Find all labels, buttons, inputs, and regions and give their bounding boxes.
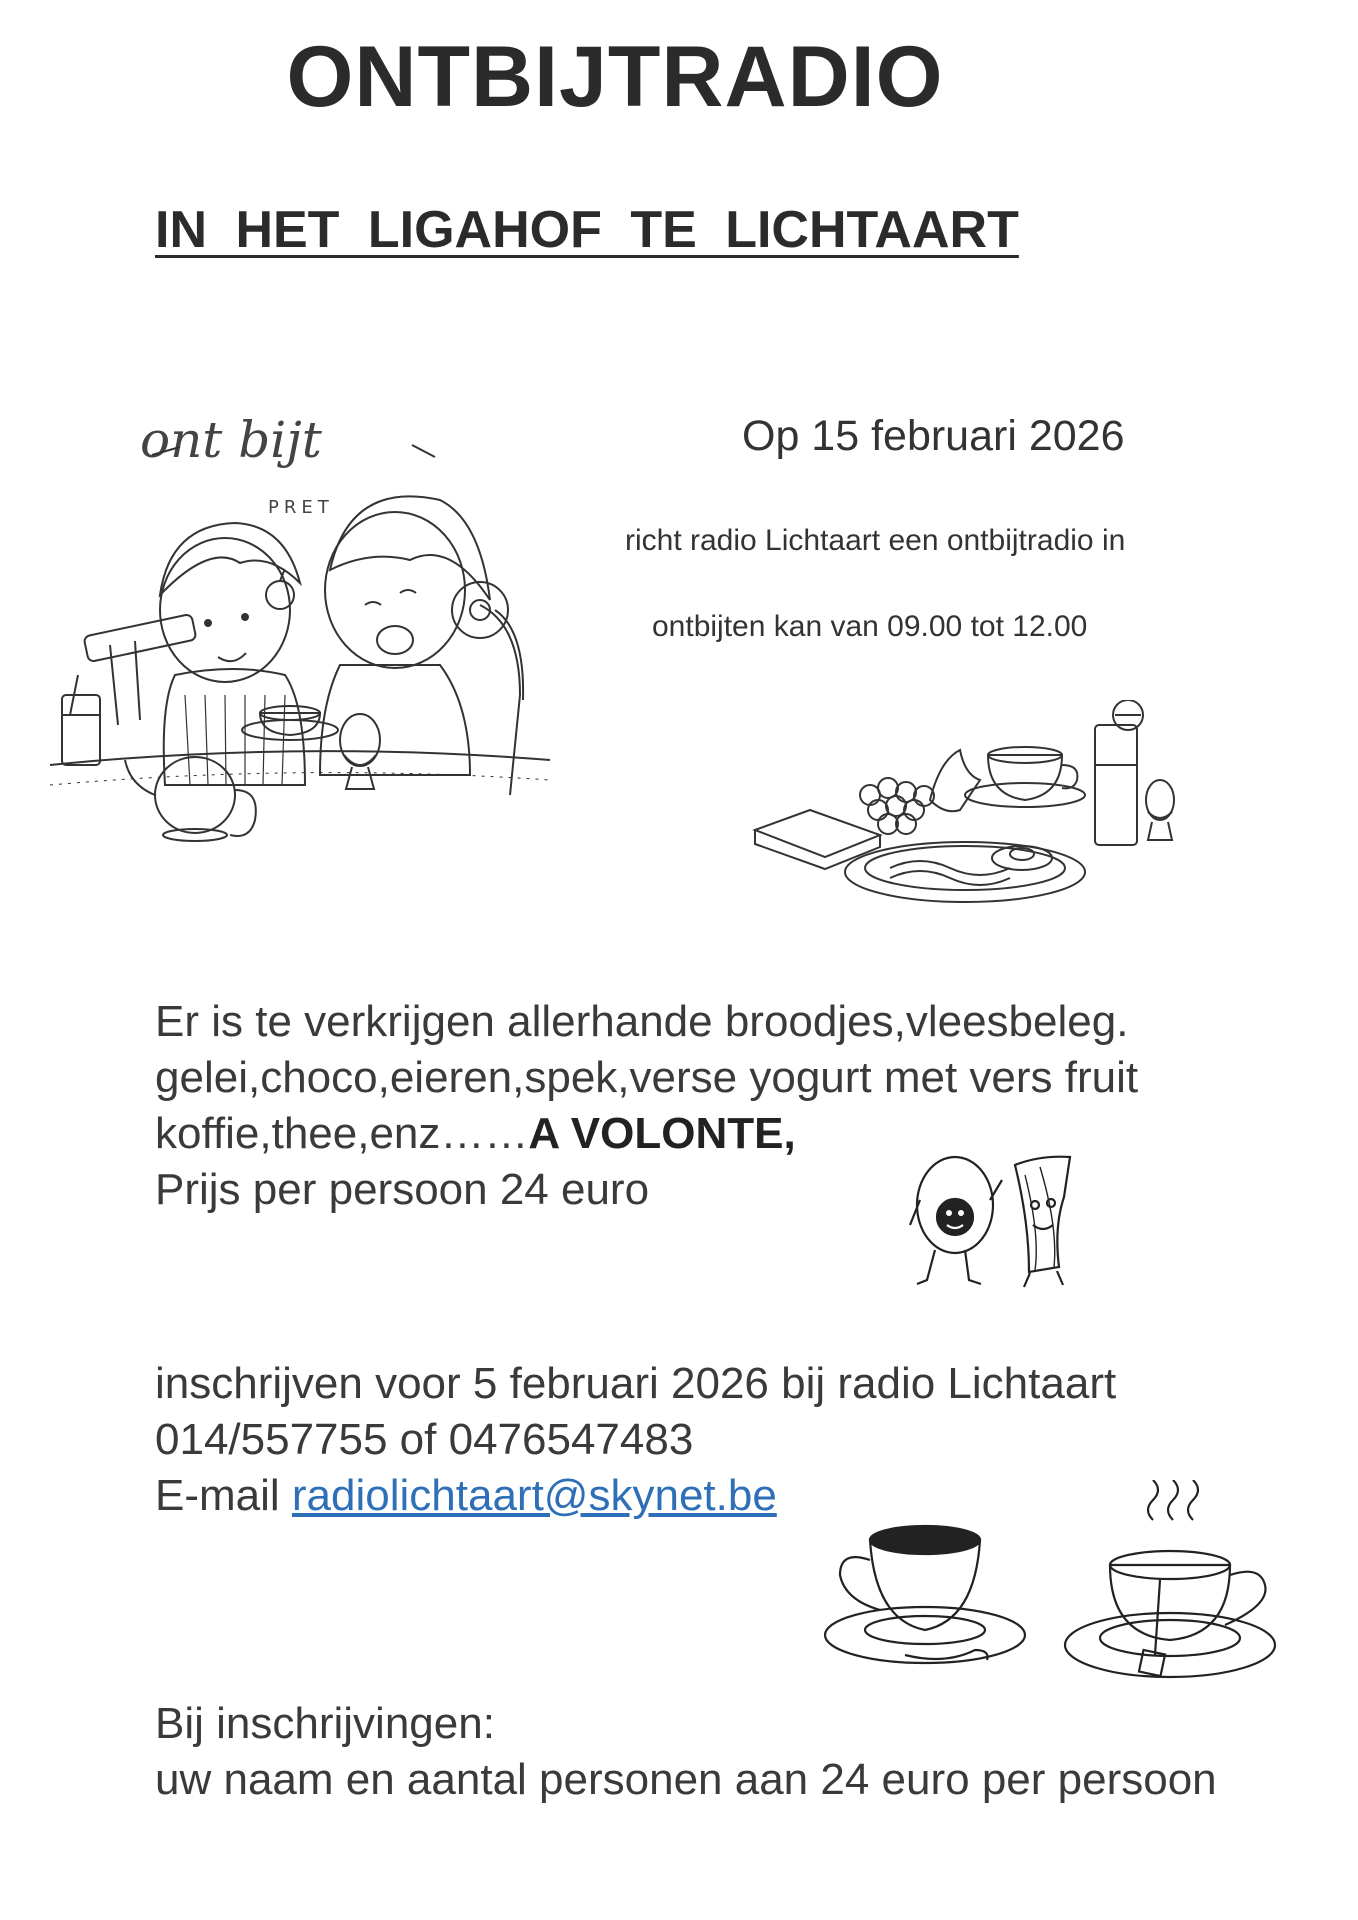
offer-items-tail: koffie,thee,enz…… (155, 1109, 529, 1158)
offer-line-2: gelei,choco,eieren,spek,verse yogurt met vers fruit (155, 1053, 1139, 1102)
registration-note: uw naam en aantal personen aan 24 euro per persoon (155, 1755, 1217, 1804)
logo-subtext: PRET (268, 497, 334, 518)
breakfast-children-illustration (40, 395, 560, 855)
page-title: ONTBIJTRADIO (286, 29, 944, 125)
email-label: E-mail (155, 1471, 292, 1520)
offer-line-3 (155, 1106, 796, 1162)
breakfast-plate-illustration (740, 700, 1200, 920)
email-line (155, 1468, 777, 1524)
logo-text: ont bijt (140, 411, 322, 469)
opening-hours: ontbijten kan van 09.00 tot 12.00 (652, 610, 1088, 643)
event-date: Op 15 februari 2026 (742, 412, 1125, 460)
organizer-line: richt radio Lichtaart een ontbijtradio in (625, 524, 1126, 557)
egg-and-bacon-characters-illustration (905, 1145, 1085, 1295)
page-subtitle: IN HET LIGAHOF TE LICHTAART (155, 201, 1019, 259)
coffee-and-tea-cups-illustration (815, 1480, 1295, 1700)
email-link[interactable]: radiolichtaart@skynet.be (291, 1471, 777, 1520)
price-line: Prijs per persoon 24 euro (155, 1165, 650, 1214)
registration-deadline: inschrijven voor 5 februari 2026 bij radio Lichtaart (155, 1359, 1117, 1408)
phone-numbers: 014/557755 of 0476547483 (155, 1415, 694, 1464)
registration-heading: Bij inschrijvingen: (155, 1699, 495, 1748)
a-volonte-label: A VOLONTE, (528, 1109, 796, 1158)
offer-line-1: Er is te verkrijgen allerhande broodjes,vleesbeleg. (155, 997, 1129, 1046)
